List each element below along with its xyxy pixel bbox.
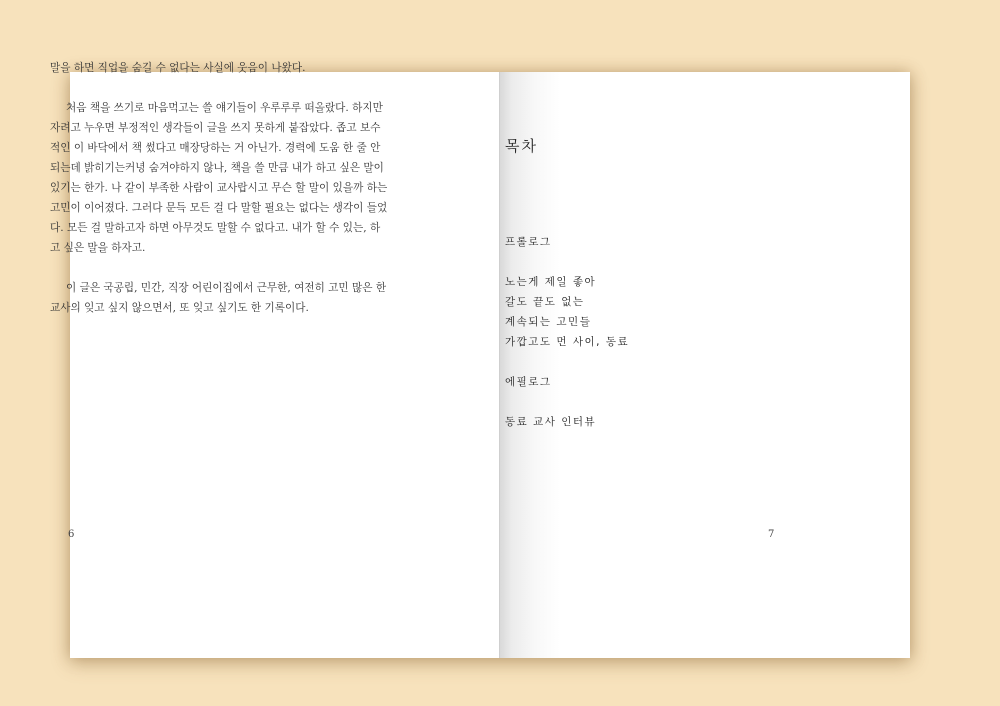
toc-title: 목차	[505, 137, 538, 155]
body-paragraph-2: 처음 책을 쓰기로 마음먹고는 쓸 얘기들이 우루루루 떠올랐다. 하지만 자려고 누우면 부정적인 생각들이 글을 쓰지 못하게 붙잡았다. 좁고 보수적인 이 바닥에서 책 썼다고 매장당하는 거 아닌가. 경력에 도움 한 줄 안 되는데 밝히기는커녕 숨겨야하지 않나, 책을 쓸 만큼 내가 하고 싶은 말이 있기는 한가. 나 같이 부족한 사람이 교사랍시고 무슨 할 말이 있을까 하는 고민이 이어졌다. 그러다 문득 모든 걸 다 말할 필요는 없다는 생각이 들었다. 모든 걸 말하고자 하면 아무것도 말할 수 없다고. 내가 할 수 있는, 하고 싶은 말을 하자고.	[50, 102, 388, 254]
toc-item-chapter-4: 가깝고도 먼 사이, 동료	[505, 336, 630, 348]
toc-item-prologue: 프롤로그	[505, 236, 552, 248]
toc-item-chapter-2: 갈도 끝도 없는	[505, 296, 585, 308]
book-gutter	[499, 72, 500, 658]
left-page-number: 6	[68, 529, 75, 540]
right-page-number: 7	[768, 529, 775, 540]
toc-item-epilogue: 에필로그	[505, 376, 552, 388]
table-of-contents	[505, 232, 765, 432]
body-paragraph-3: 이 글은 국공립, 민간, 직장 어린이집에서 근무한, 여전히 고민 많은 한 교사의 잊고 싶지 않으면서, 또 잊고 싶기도 한 기록이다.	[50, 282, 387, 314]
toc-item-interview: 동료 교사 인터뷰	[505, 416, 597, 428]
left-page-body	[50, 58, 390, 338]
toc-item-chapter-1: 노는게 제일 좋아	[505, 276, 597, 288]
toc-item-chapter-3: 계속되는 고민들	[505, 316, 592, 328]
body-paragraph-1: 말을 하면 직업을 숨길 수 없다는 사실에 웃음이 나왔다.	[50, 62, 306, 74]
